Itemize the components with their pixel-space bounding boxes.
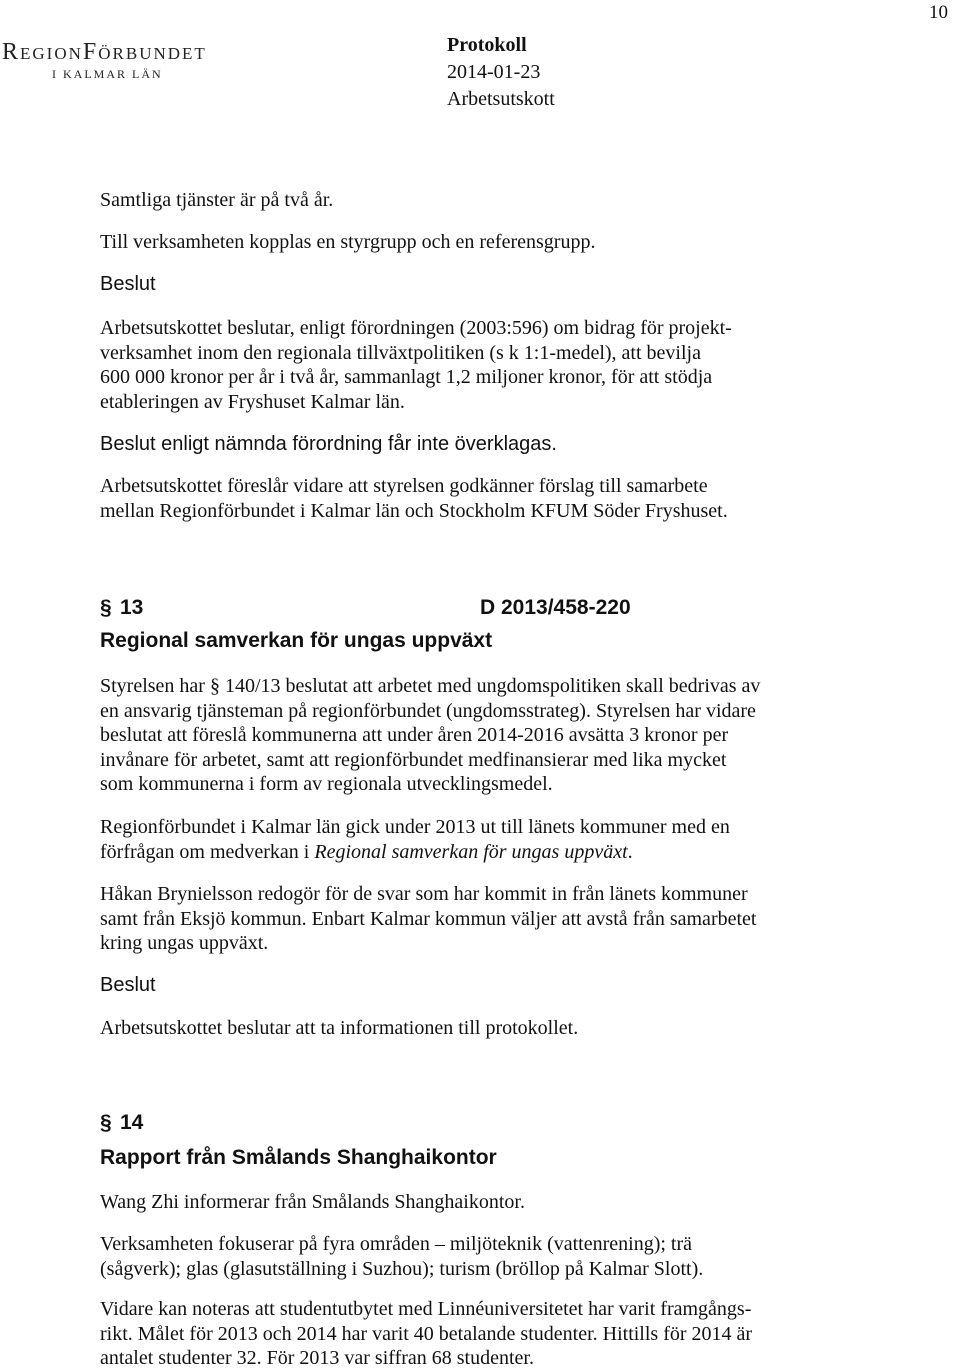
document-date: 2014-01-23 [447, 61, 541, 83]
project-name: Regional samverkan för ungas uppväxt [314, 840, 628, 863]
paragraph-reference-symbol: § [209, 675, 220, 697]
beslut-heading: Beslut [100, 974, 156, 996]
section13-paragraph-1-line: invånare för arbetet, samt att regionförbundet medfinansierar med lika mycket [100, 748, 727, 771]
logo-subtitle: I KALMAR LÄN [52, 67, 163, 81]
intro-paragraph-2: Till verksamheten kopplas en styrgrupp och en referensgrupp. [100, 231, 596, 253]
section13-paragraph-1-line: som kommunerna i form av regionala utvecklingsmedel. [100, 773, 553, 795]
beslut-text-line: etableringen av Fryshuset Kalmar län. [100, 390, 405, 413]
proposal-line: Arbetsutskottet föreslår vidare att styrelsen godkänner förslag till samarbete [100, 475, 708, 497]
section13-paragraph-2-line: Regionförbundet i Kalmar län gick under 2013 ut till länets kommuner med en [100, 816, 730, 838]
section14-paragraph-2-line: Verksamheten fokuserar på fyra områden – miljöteknik (vattenrening); trä [100, 1233, 693, 1255]
logo-wordmark: REGIONFÖRBUNDET [2, 39, 207, 65]
beslut-text-line: 600 000 kronor per år i två år, sammanlagt 1,2 miljoner kronor, för att stödja [100, 366, 713, 388]
proposal-line: mellan Regionförbundet i Kalmar län och Stockholm KFUM Söder Fryshuset. [100, 499, 728, 522]
section14-paragraph-3-line: rikt. Målet för 2013 och 2014 har varit 40 betalande studenter. Hittills för 2014 är [100, 1322, 753, 1345]
diary-number: D 2013/458-220 [480, 596, 631, 619]
section13-paragraph-1-line: beslutat att föreslå kommunerna att under åren 2014-2016 avsätta 3 kronor per [100, 724, 729, 746]
intro-paragraph-1: Samtliga tjänster är på två år. [100, 189, 334, 211]
page-number: 10 [929, 2, 948, 23]
section13-paragraph-3-line: samt från Eksjö kommun. Enbart Kalmar kommun väljer att avstå från samarbetet [100, 907, 757, 930]
document-title: Protokoll [447, 34, 527, 56]
document-committee: Arbetsutskott [447, 88, 555, 110]
section14-paragraph-3-line: antalet studenter 32. För 2013 var siffran 68 studenter. [100, 1347, 534, 1369]
organization-logo [2, 40, 207, 82]
section-title: Regional samverkan för ungas uppväxt [100, 629, 493, 652]
beslut-text-line: Arbetsutskottet beslutar, enligt förordningen (2003:596) om bidrag för projekt- [100, 317, 732, 339]
section13-paragraph-1-line: en ansvarig tjänsteman på regionförbundet (ungdomsstrateg). Styrelsen har vidare [100, 699, 756, 722]
document-header [447, 32, 555, 113]
section13-paragraph-3-line: kring ungas uppväxt. [100, 932, 269, 954]
section-number: 14 [120, 1111, 144, 1134]
section-symbol: § [100, 596, 112, 619]
section-symbol: § [100, 1111, 112, 1134]
beslut-text: Arbetsutskottet beslutar att ta informationen till protokollet. [100, 1017, 579, 1039]
section13-paragraph-3-line: Håkan Brynielsson redogör för de svar som har kommit in från länets kommuner [100, 883, 748, 905]
appeal-note: Beslut enligt nämnda förordning får inte överklagas. [100, 433, 557, 455]
section14-paragraph-2-line: (sågverk); glas (glasutställning i Suzhou); turism (bröllop på Kalmar Slott). [100, 1257, 704, 1280]
section-number: 13 [120, 596, 144, 619]
section14-paragraph-3-line: Vidare kan noteras att studentutbytet med Linnéuniversitetet har varit framgångs- [100, 1298, 752, 1320]
section-title: Rapport från Smålands Shanghaikontor [100, 1146, 497, 1169]
beslut-text-line: verksamhet inom den regionala tillväxtpolitiken (s k 1:1-medel), att bevilja [100, 341, 701, 364]
section13-paragraph-2-line: förfrågan om medverkan i Regional samverkan för ungas uppväxt. [100, 840, 633, 863]
section14-paragraph-1: Wang Zhi informerar från Smålands Shanghaikontor. [100, 1191, 525, 1213]
beslut-heading: Beslut [100, 273, 156, 295]
section13-paragraph-1-line: Styrelsen har § 140/13 beslutat att arbetet med ungdomspolitiken skall bedrivas av [100, 675, 761, 697]
